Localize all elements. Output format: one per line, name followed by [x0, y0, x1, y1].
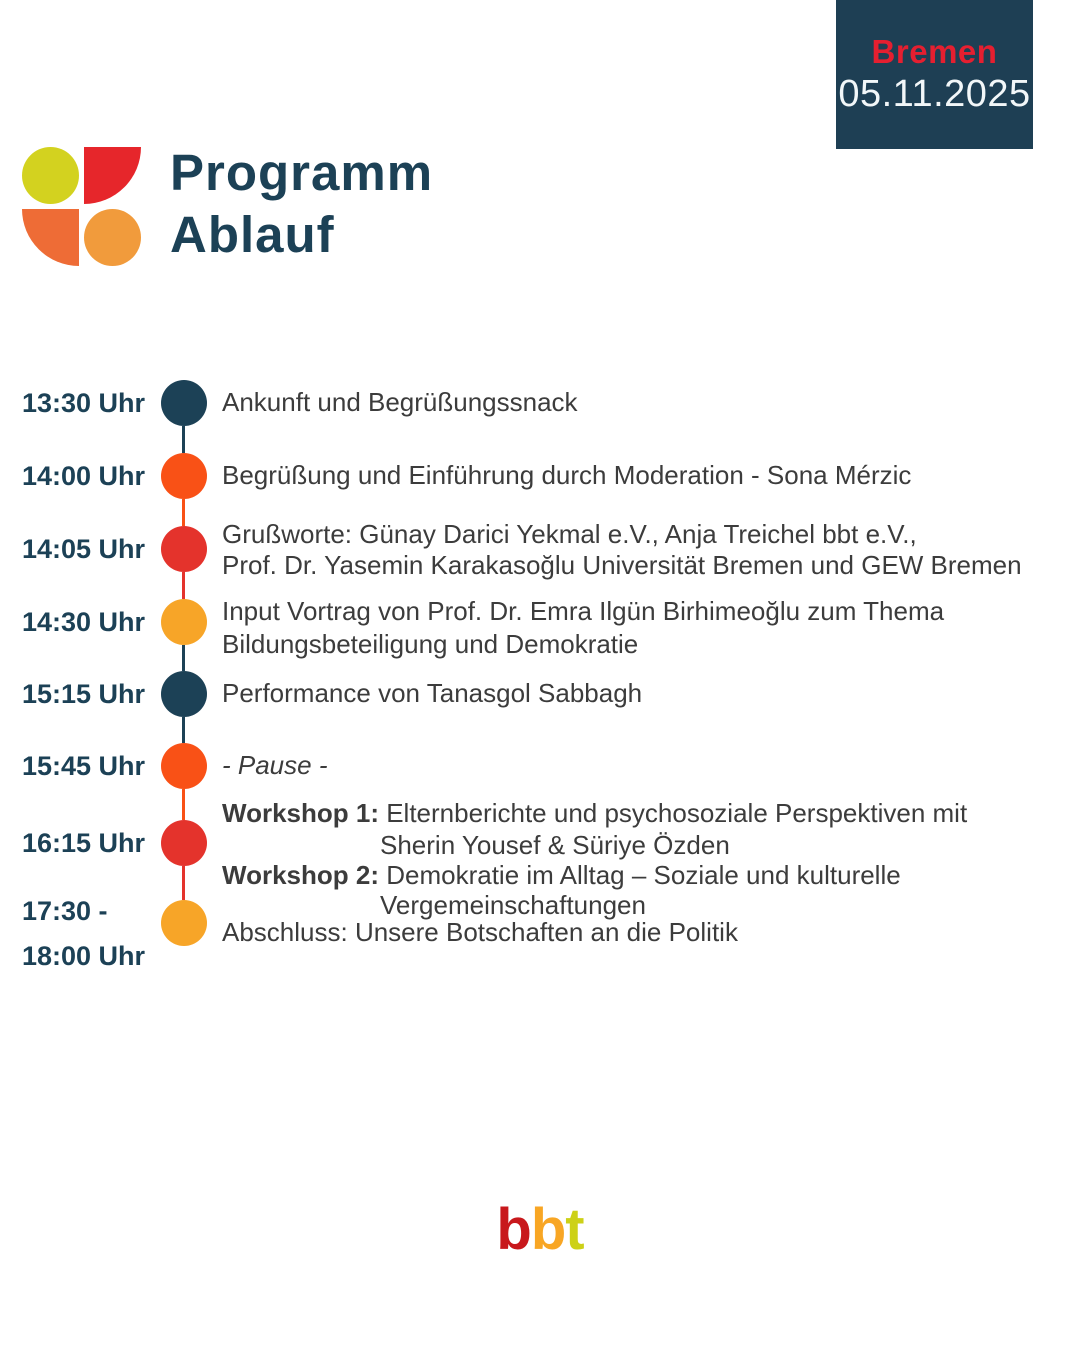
timeline-dot: [161, 900, 207, 946]
timeline-dot: [161, 599, 207, 645]
event-text: Workshop 1: Elternberichte und psychosoziale Perspektiven mit: [222, 798, 968, 828]
event-text: Prof. Dr. Yasemin Karakasoğlu Universität Bremen und GEW Bremen: [222, 550, 1022, 580]
event-text: Performance von Tanasgol Sabbagh: [222, 678, 643, 708]
timeline-connector: [182, 866, 185, 900]
event-text: Input Vortrag von Prof. Dr. Emra Ilgün Birhimeoğlu zum Thema: [222, 596, 945, 626]
event-text: Bildungsbeteiligung und Demokratie: [222, 629, 639, 659]
bbt-letter: t: [565, 1197, 584, 1262]
workshop-label: Workshop 2:: [222, 860, 379, 890]
timeline-dot: [161, 380, 207, 426]
timeline-connector: [182, 499, 185, 526]
event-text: Vergemeinschaftungen: [380, 890, 646, 920]
event-text: - Pause -: [222, 750, 328, 780]
page-title-line2: Ablauf: [170, 206, 335, 263]
bbt-letter: b: [530, 1197, 566, 1262]
time-label: 15:45 Uhr: [22, 751, 146, 781]
event-text: Ankunft und Begrüßungssnack: [222, 387, 578, 417]
bbt-letter: b: [496, 1197, 531, 1262]
time-label: 15:15 Uhr: [22, 679, 146, 709]
timeline-connector: [182, 717, 185, 743]
event-text: Sherin Yousef & Süriye Özden: [380, 830, 730, 860]
event-text: Abschluss: Unsere Botschaften an die Politik: [222, 917, 738, 947]
event-text: Grußworte: Günay Darici Yekmal e.V., Anja Treichel bbt e.V.,: [222, 519, 917, 549]
timeline-dot: [161, 743, 207, 789]
time-label: 13:30 Uhr: [22, 388, 146, 418]
page-title-line1: Programm: [170, 144, 434, 201]
time-label: 14:05 Uhr: [22, 534, 146, 564]
event-text: Begrüßung und Einführung durch Moderation - Sona Mérzic: [222, 460, 912, 490]
timeline-dot: [161, 820, 207, 866]
timeline-connector: [182, 645, 185, 671]
time-label: 14:00 Uhr: [22, 461, 146, 491]
event-text: Workshop 2: Demokratie im Alltag – Soziale und kulturelle: [222, 860, 901, 890]
time-label: 16:15 Uhr: [22, 828, 146, 858]
timeline-connector: [182, 789, 185, 820]
badge-city: Bremen: [871, 33, 998, 70]
timeline-dot: [161, 526, 207, 572]
time-label: 14:30 Uhr: [22, 607, 146, 637]
workshop-label: Workshop 1:: [222, 798, 379, 828]
time-label: 17:30 - 18:00 Uhr: [22, 896, 146, 971]
timeline-dot: [161, 453, 207, 499]
timeline-dot: [161, 671, 207, 717]
badge-date: 05.11.2025: [838, 73, 1031, 115]
bbt-logo: [0, 1198, 1080, 1262]
timeline-connector: [182, 572, 185, 599]
timeline-connector: [182, 426, 185, 453]
